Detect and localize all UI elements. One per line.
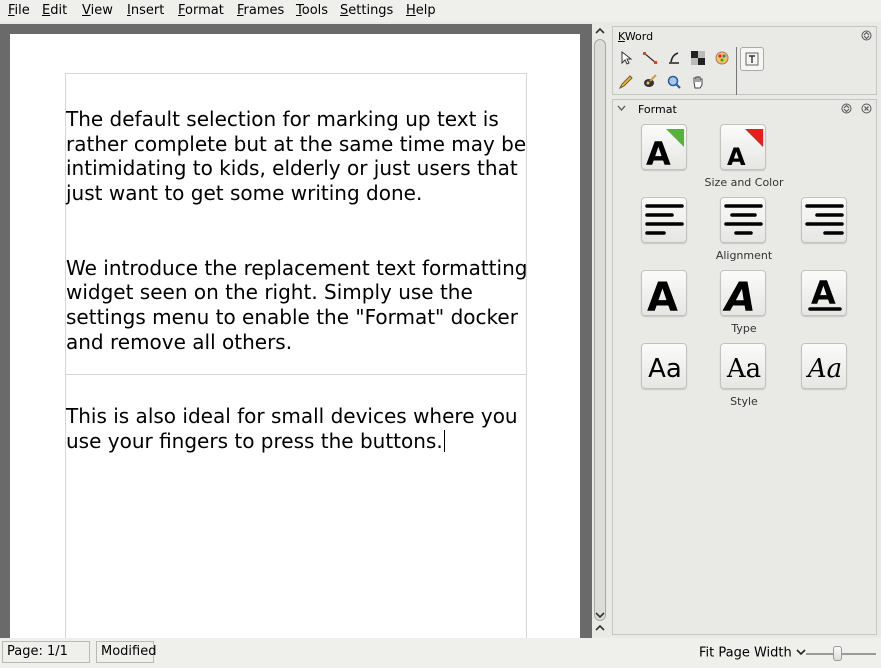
- float-docker-icon[interactable]: [861, 30, 872, 41]
- zoom-select[interactable]: [699, 645, 806, 661]
- paragraph: [66, 404, 536, 454]
- menu-help[interactable]: [406, 3, 436, 19]
- size-and-color-label: Size and Color: [704, 176, 784, 189]
- menu-format-label: ormat: [185, 3, 224, 18]
- page-indicator: Page: 1/1: [2, 641, 90, 663]
- menu-view[interactable]: [82, 3, 113, 19]
- menu-settings[interactable]: [340, 3, 393, 19]
- align-right-button[interactable]: [801, 197, 847, 243]
- path-edit-icon[interactable]: [663, 47, 685, 69]
- document-page[interactable]: [10, 34, 580, 638]
- menu-tools-accel: T: [296, 3, 302, 18]
- font-color-button[interactable]: [720, 124, 766, 170]
- menu-file[interactable]: [8, 3, 30, 19]
- glyph-a: A: [646, 135, 671, 170]
- style-label: Style: [730, 395, 758, 408]
- menu-view-label: iew: [90, 3, 113, 18]
- glyph-a: A: [725, 275, 756, 316]
- menu-edit[interactable]: [42, 3, 67, 19]
- status-bar: [0, 638, 881, 668]
- fill-brush-icon[interactable]: [639, 71, 661, 93]
- menu-edit-label: dit: [50, 3, 68, 18]
- toolbox-title-rest: Word: [624, 30, 654, 43]
- menu-insert-label: nsert: [130, 3, 165, 18]
- format-docker: [612, 99, 877, 635]
- modified-indicator: Modified: [96, 641, 154, 663]
- style-sample-script: Aa: [807, 354, 843, 384]
- color-picker-icon[interactable]: [711, 47, 733, 69]
- glyph-a: A: [727, 143, 746, 170]
- style-sans-button[interactable]: [641, 343, 687, 389]
- bezier-path-icon[interactable]: [639, 47, 661, 69]
- pan-hand-icon[interactable]: [687, 71, 709, 93]
- select-icon[interactable]: [615, 47, 637, 69]
- alignment-label: Alignment: [715, 249, 773, 262]
- menu-tools[interactable]: [296, 3, 328, 19]
- menu-tools-label: ools: [301, 3, 329, 18]
- glyph-a: A: [647, 275, 678, 316]
- chevron-down-icon: [796, 645, 806, 661]
- pattern-icon[interactable]: [687, 47, 709, 69]
- menu-settings-label: ettings: [348, 3, 394, 18]
- scrollbar-thumb[interactable]: [594, 39, 606, 621]
- menu-format-accel: F: [178, 3, 186, 18]
- align-center-button[interactable]: [720, 197, 766, 243]
- menu-file-accel: F: [8, 3, 15, 18]
- menu-help-accel: H: [406, 3, 416, 18]
- zoom-select-value: Fit Page Width: [699, 645, 792, 661]
- menu-frames-accel: F: [237, 3, 244, 18]
- font-size-button[interactable]: [641, 124, 687, 170]
- menu-insert[interactable]: [127, 3, 164, 19]
- toolbox-docker-title: [618, 30, 653, 44]
- scroll-down-icon[interactable]: [595, 610, 605, 620]
- menu-help-label: elp: [415, 3, 436, 18]
- style-serif-button[interactable]: [720, 343, 766, 389]
- align-left-button[interactable]: [641, 197, 687, 243]
- zoom-icon[interactable]: [663, 71, 685, 93]
- scroll-up-icon-2[interactable]: [595, 623, 605, 633]
- underline-button[interactable]: [801, 270, 847, 316]
- menu-format[interactable]: [178, 3, 224, 19]
- format-docker-title: Format: [638, 103, 677, 116]
- collapse-docker-icon[interactable]: [616, 103, 627, 114]
- zoom-slider-handle[interactable]: [833, 646, 842, 661]
- glyph-a: A: [811, 274, 836, 312]
- toolbox-title-accel: K: [618, 30, 625, 43]
- style-sample-sans: Aa: [648, 354, 682, 384]
- close-docker-icon[interactable]: [861, 103, 872, 114]
- document-text[interactable]: [66, 82, 536, 504]
- menu-frames[interactable]: [237, 3, 284, 19]
- type-label: Type: [731, 322, 757, 335]
- paragraph: We introduce the replacement text formatting widget seen on the right. Simply use the settings menu to enable the "Format" docker and remove all others.: [66, 255, 528, 354]
- italic-button[interactable]: [720, 270, 766, 316]
- menu-bar: [0, 0, 881, 22]
- toolbox-docker: [612, 26, 877, 95]
- float-docker-icon[interactable]: [841, 103, 852, 114]
- menu-edit-accel: E: [42, 3, 51, 18]
- style-script-button[interactable]: [801, 343, 847, 389]
- menu-settings-accel: S: [340, 3, 349, 18]
- pencil-icon[interactable]: [615, 71, 637, 93]
- style-sample-serif: Aa: [726, 354, 762, 384]
- menu-view-accel: V: [82, 3, 91, 18]
- scroll-up-icon[interactable]: [595, 26, 605, 36]
- document-canvas[interactable]: [0, 24, 592, 638]
- paragraph: The default selection for marking up text is rather complete but at the same time may be intimidating to kids, elderly or just users that just want to get some writing done.: [66, 106, 527, 206]
- text-tool-icon[interactable]: [740, 47, 764, 71]
- vertical-scrollbar[interactable]: [592, 24, 608, 638]
- bold-button[interactable]: [641, 270, 687, 316]
- paragraph-text: This is also ideal for small devices where you use your fingers to press the buttons.: [66, 404, 518, 454]
- menu-frames-label: rames: [243, 3, 285, 18]
- menu-file-label: ile: [14, 3, 30, 18]
- toolbox-divider: [736, 47, 737, 95]
- menu-insert-accel: I: [127, 3, 131, 18]
- text-cursor: [444, 430, 445, 452]
